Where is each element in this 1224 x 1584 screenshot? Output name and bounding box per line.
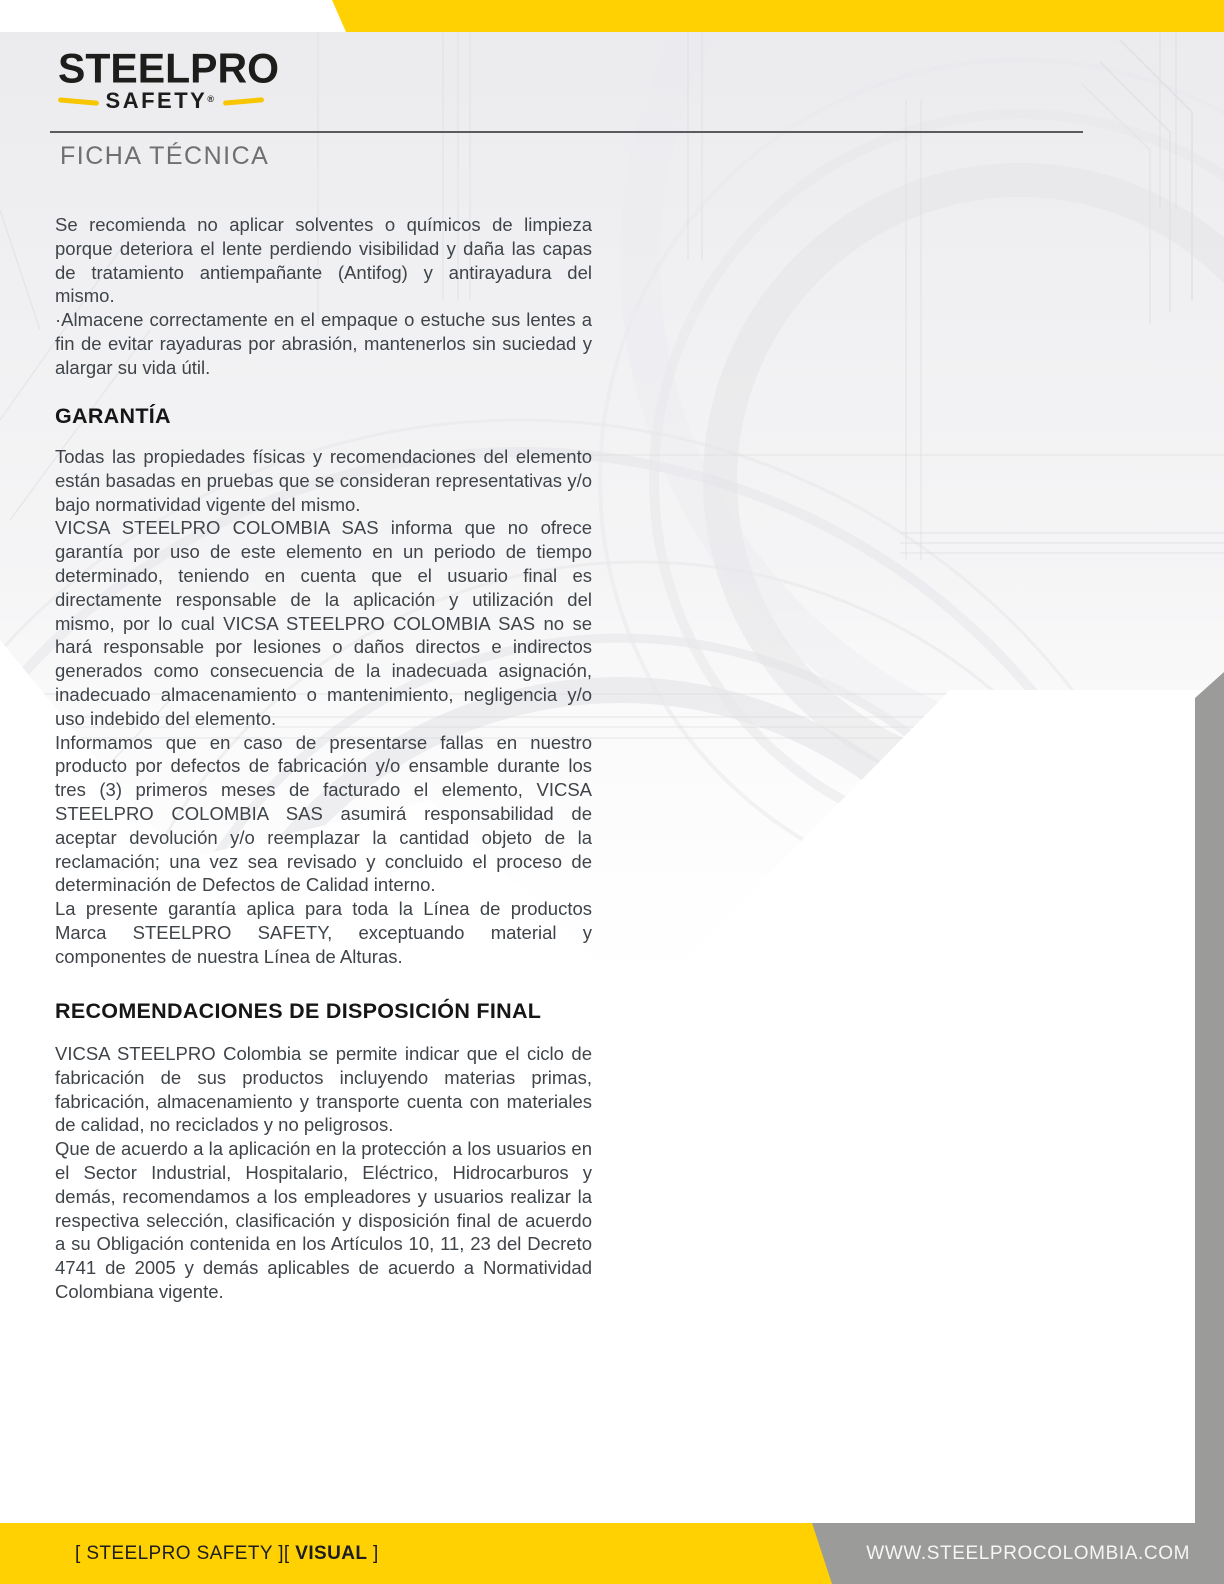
footer-brand-tag: [ STEELPRO SAFETY ][ VISUAL ]: [75, 1543, 379, 1564]
section-warranty: [55, 403, 592, 969]
paragraph: La presente garantía aplica para toda la Línea de productos Marca STEELPRO SAFETY, exceptuando material y componentes de nuestra Línea de Alturas.: [55, 898, 592, 967]
page-title: FICHA TÉCNICA: [60, 142, 270, 170]
paragraph: ·Almacene correctamente en el empaque o estuche sus lentes a fin de evitar rayaduras por abrasión, mantenerlos sin suciedad y alargar su vida útil.: [55, 309, 592, 378]
paragraph: VICSA STEELPRO Colombia se permite indicar que el ciclo de fabricación de sus productos incluyendo materias primas, fabricación, almacenamiento y transporte cuenta con materiales de calidad, no reciclados y no peligrosos.: [55, 1043, 592, 1136]
paragraph: Se recomienda no aplicar solventes o químicos de limpieza porque deteriora el lente perdiendo visibilidad y daña las capas de tratamiento antiempañante (Antifog) y antirayadura del mismo.: [55, 214, 592, 307]
header-divider: [50, 131, 1083, 133]
registered-trademark: ®: [207, 94, 217, 104]
website-url: WWW.STEELPROCOLOMBIA.COM: [866, 1543, 1190, 1564]
paragraph: Informamos que en caso de presentarse fallas en nuestro producto por defectos de fabricación y/o ensamble durante los tres (3) primeros meses de facturado el elemento, VICSA STEELPRO COLOMBIA SAS asumirá responsabilidad de aceptar devolución y/o reemplazar la cantidad objeto de la reclamación; una vez sea revisado y concluido el proceso de determinación de Defectos de Calidad interno.: [55, 731, 592, 896]
section-cleaning-recommendations: [55, 213, 592, 380]
logo-subname: SAFETY®: [105, 88, 217, 113]
footer: [0, 1523, 1224, 1584]
brand-logo: [58, 44, 279, 114]
logo-dash-right-icon: [223, 97, 264, 106]
logo-wordmark: STEELPRO: [58, 44, 279, 92]
section-heading: GARANTÍA: [55, 404, 171, 428]
logo-dash-left-icon: [58, 97, 99, 106]
section-heading: RECOMENDACIONES DE DISPOSICIÓN FINAL: [55, 999, 542, 1023]
logo-subline: [58, 88, 264, 114]
paragraph: VICSA STEELPRO COLOMBIA SAS informa que no ofrece garantía por uso de este elemento en un periodo de tiempo determinado, teniendo en cuenta que el usuario final es directamente responsable de la aplicación y utilización del mismo, por lo cual VICSA STEELPRO COLOMBIA SAS no se hará responsable por lesiones o daños directos e indirectos generados como consecuencia de la inadecuada asignación, inadecuado almacenamiento o mantenimiento, negligencia y/o uso indebido del elemento.: [55, 517, 592, 729]
paragraph: Que de acuerdo a la aplicación en la protección a los usuarios en el Sector Industrial, Hospitalario, Eléctrico, Hidrocarburos y demás, recomendamos a los empleadores y usuarios realizar la respectiva selección, clasificación y disposición final de acuerdo a su Obligación contenida en los Artículos 10, 11, 23 del Decreto 4741 de 2005 y demás aplicables de acuerdo a Normatividad Colombiana vigente.: [55, 1138, 592, 1302]
section-final-disposal: [55, 998, 592, 1304]
paragraph: Todas las propiedades físicas y recomendaciones del elemento están basadas en pruebas que se consideran representativas y/o bajo normatividad vigente del mismo.: [55, 446, 592, 515]
right-edge-accent: [1195, 672, 1224, 1523]
